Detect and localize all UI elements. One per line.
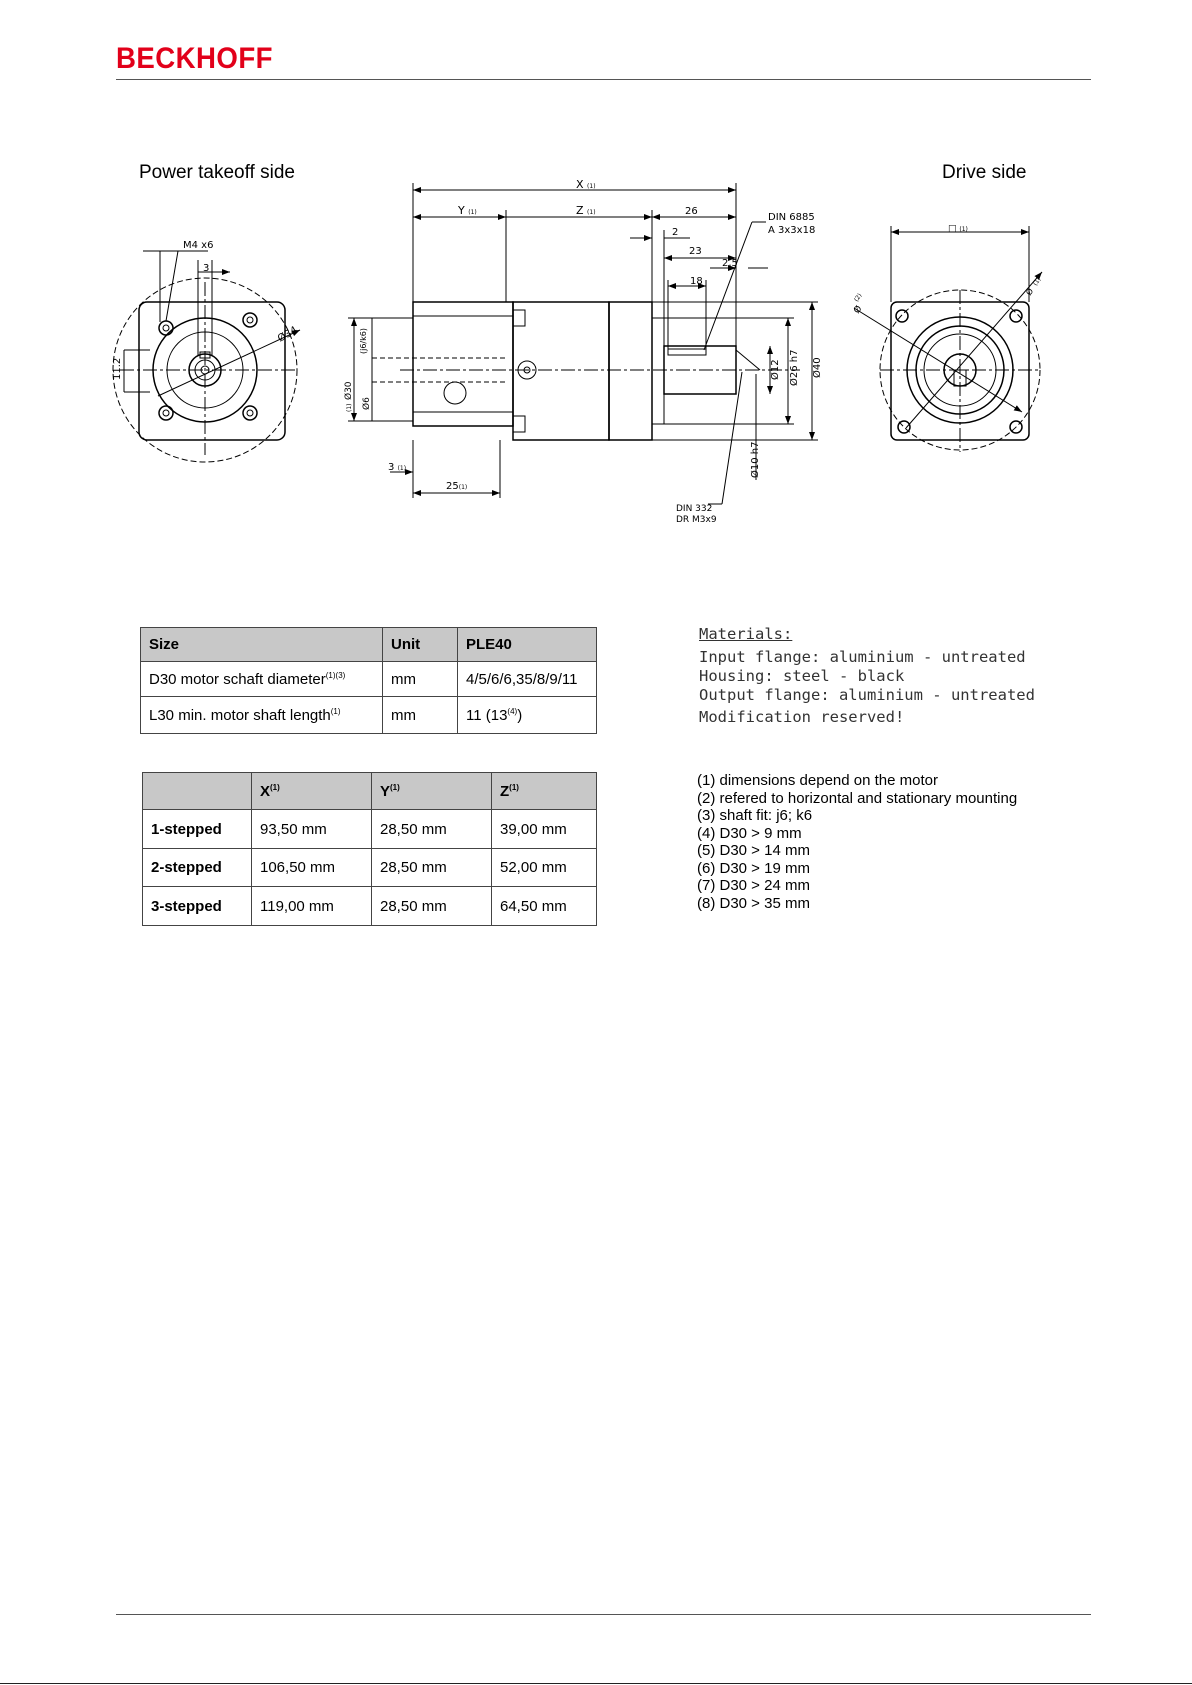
svg-text:(j6/k6): (j6/k6)	[359, 328, 368, 354]
header-z: $Z^{(1)}$	[492, 773, 597, 810]
row-y: 28,50 mm	[372, 810, 492, 849]
svg-text:Y (1): Y (1)	[458, 204, 477, 217]
footnotes	[697, 772, 1017, 912]
table-row	[143, 849, 597, 887]
svg-text:(1): (1)	[1031, 276, 1043, 288]
header-ple40: PLE40	[458, 628, 597, 662]
header-x: $X^{(1)}$	[252, 773, 372, 810]
materials-line: Modification reserved!	[699, 708, 905, 726]
row-label: D30 motor schaft diameter$^{(1)(3)}$	[141, 662, 383, 697]
beckhoff-logo: BECKHOFF	[116, 42, 274, 75]
svg-text:Ø10 h7: Ø10 h7	[750, 441, 761, 478]
svg-text:2: 2	[672, 227, 679, 238]
table-row	[141, 697, 597, 734]
row-x: 119,00 mm	[252, 887, 372, 926]
svg-text:Ø: Ø	[1024, 286, 1036, 298]
svg-text:23: 23	[689, 246, 702, 257]
svg-text:2,5: 2,5	[722, 258, 738, 269]
footer-rule	[116, 1614, 1091, 1615]
row-z: 39,00 mm	[492, 810, 597, 849]
header-y: $Y^{(1)}$	[372, 773, 492, 810]
svg-text:(1): (1)	[346, 403, 353, 412]
row-z: 52,00 mm	[492, 849, 597, 887]
xyz-table-header	[143, 773, 597, 810]
svg-text:Ø34: Ø34	[276, 324, 300, 345]
materials-line: Housing: steel - black	[699, 667, 905, 685]
row-label: L30 min. motor shaft length$^{(1)}$	[141, 697, 383, 734]
svg-text:M4 x6: M4 x6	[183, 240, 214, 251]
row-unit: mm	[383, 697, 458, 734]
table-row	[143, 887, 597, 926]
header-empty	[143, 773, 252, 810]
drive-side-title: Drive side	[942, 162, 1027, 183]
footnote: (4) D30 > 9 mm	[697, 824, 802, 842]
svg-text:11.2: 11.2	[112, 357, 123, 380]
header-size: Size	[141, 628, 383, 662]
dimension-drawing	[0, 0, 1192, 560]
table-row	[143, 810, 597, 849]
side-view	[348, 183, 818, 504]
row-value: 11 (13$^{(4)}$)	[458, 697, 597, 734]
svg-text:X (1): X (1)	[576, 178, 596, 191]
svg-text:Ø12: Ø12	[770, 359, 781, 380]
header-unit: Unit	[383, 628, 458, 662]
row-x: 93,50 mm	[252, 810, 372, 849]
footnote: (3) shaft fit: j6; k6	[697, 807, 813, 824]
materials-block	[699, 625, 1035, 727]
page-bottom-rule	[0, 1683, 1192, 1684]
svg-text:26: 26	[685, 206, 698, 217]
row-stage: 1-stepped	[143, 810, 252, 849]
footnote: (1) dimensions depend on the motor	[697, 772, 938, 789]
svg-text:Z (1): Z (1)	[576, 204, 596, 217]
footnote: (7) D30 > 24 mm	[697, 877, 810, 894]
svg-text:Ø40: Ø40	[812, 357, 823, 378]
svg-text:Ø26 h7: Ø26 h7	[789, 349, 800, 386]
svg-text:DIN 6885: DIN 6885	[768, 212, 815, 223]
footnote: (6) D30 > 19 mm	[697, 859, 810, 877]
svg-text:A 3x3x18: A 3x3x18	[768, 225, 816, 236]
svg-text:Ø6: Ø6	[362, 397, 372, 410]
svg-text:(2): (2)	[852, 292, 864, 304]
materials-line: Output flange: aluminium - untreated	[699, 686, 1035, 704]
row-z: 64,50 mm	[492, 887, 597, 926]
row-value: 4/5/6/6,35/8/9/11	[458, 662, 597, 697]
svg-text:3: 3	[203, 263, 210, 274]
xyz-table	[142, 772, 597, 926]
svg-text:□ (1): □ (1)	[948, 224, 968, 234]
row-stage: 2-stepped	[143, 849, 252, 887]
power-takeoff-side-title: Power takeoff side	[139, 162, 295, 183]
svg-text:DR M3x9: DR M3x9	[676, 515, 717, 525]
materials-line: Input flange: aluminium - untreated	[699, 648, 1026, 666]
svg-text:DIN 332: DIN 332	[676, 504, 713, 514]
svg-text:18: 18	[690, 276, 703, 287]
svg-text:3 (1): 3 (1)	[388, 462, 407, 473]
size-table-header	[141, 628, 597, 662]
row-stage: 3-stepped	[143, 887, 252, 926]
size-table	[140, 627, 597, 734]
front-view-drive-side	[854, 226, 1042, 452]
svg-text:Ø: Ø	[852, 304, 865, 316]
svg-text:25(1): 25(1)	[446, 481, 468, 492]
footnote: (5) D30 > 14 mm	[697, 842, 810, 859]
row-x: 106,50 mm	[252, 849, 372, 887]
footnote: (8) D30 > 35 mm	[697, 894, 810, 912]
front-view-power-takeoff	[113, 251, 300, 462]
row-y: 28,50 mm	[372, 849, 492, 887]
footnote: (2) refered to horizontal and stationary mounting	[697, 789, 1018, 807]
materials-title: Materials:	[699, 625, 793, 643]
row-unit: mm	[383, 662, 458, 697]
row-y: 28,50 mm	[372, 887, 492, 926]
table-row	[141, 662, 597, 697]
svg-text:Ø30: Ø30	[344, 381, 354, 400]
